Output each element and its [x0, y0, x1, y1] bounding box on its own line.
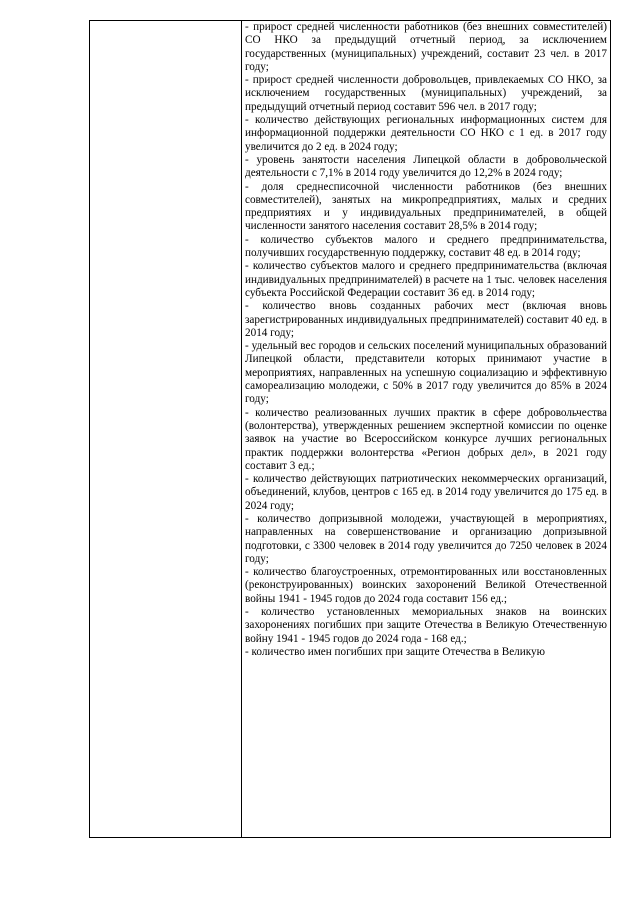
list-item: - количество допризывной молодежи, участвующей в мероприятиях, направленных на совершенствование и организацию допризывной подготовки, с 3300 человек в 2014 году увеличится до 7250 человек в 2024 году; [245, 512, 607, 565]
list-item: - прирост средней численности добровольцев, привлекаемых СО НКО, за исключением государственных (муниципальных) учреждений, за предыдущий отчетный период составит 596 чел. в 2017 году; [245, 74, 607, 113]
list-item: - количество благоустроенных, отремонтированных или восстановленных (реконструированных) воинских захоронений Великой Отечественной войны 1941 - 1945 годов до 2024 года составит 156 ед.; [245, 566, 607, 605]
list-item: - прирост средней численности работников (без внешних совместителей) СО НКО за предыдущий отчетный период, за исключением государственных (муниципальных) учреждений, составит 23 чел. в 2017 году; [245, 21, 607, 73]
list-item: - количество действующих региональных информационных систем для информационной поддержки деятельности СО НКО с 1 ед. в 2017 году увеличится до 2 ед. в 2024 году; [245, 114, 607, 153]
list-item: - доля среднесписочной численности работников (без внешних совместителей), занятых на микропредприятиях, малых и средних предприятиях и у индивидуальных предпринимателей, в общей численности занятого населения составит 28,5% в 2014 году; [245, 180, 607, 233]
list-item: - количество субъектов малого и среднего предпринимательства (включая индивидуальных предпринимателей) в расчете на 1 тыс. человек населения субъекта Российской Федерации составит 36 ед. в 2014 году; [245, 260, 607, 299]
list-item: - количество вновь созданных рабочих мест (включая вновь зарегистрированных индивидуальных предпринимателей) составит 40 ед. в 2014 году; [245, 300, 607, 339]
list-item: - количество установленных мемориальных знаков на воинских захоронениях погибших при защите Отечества в Великую Отечественную войну 1941 - 1945 годов до 2024 года - 168 ед.; [245, 606, 607, 645]
list-item: - количество субъектов малого и среднего предпринимательства, получивших государственную поддержку, составит 48 ед. в 2014 году; [245, 233, 607, 260]
list-item: - удельный вес городов и сельских поселений муниципальных образований Липецкой области, представители которых принимают участие в мероприятиях, направленных на успешную социализацию и эффективную самореализацию молодежи, с 50% в 2017 году увеличится до 85% в 2024 году; [245, 340, 607, 406]
list-item: - уровень занятости населения Липецкой области в добровольческой деятельности с 7,1% в 2014 году увеличится до 12,2% в 2024 году; [245, 153, 607, 180]
list-item: - количество реализованных лучших практик в сфере добровольчества (волонтерства), утвержденных решением экспертной комиссии по оценке заявок на участие во Всероссийском конкурсе лучших региональных практик поддержки волонтерства «Регион добрых дел», в 2021 году составит 3 ед.; [245, 406, 607, 472]
table-left-cell [90, 21, 242, 837]
list-item: - количество имен погибших при защите Отечества в Великую [245, 645, 545, 658]
list-item: - количество действующих патриотических некоммерческих организаций, объединений, клубов, центров с 165 ед. в 2014 году увеличится до 175 ед. в 2024 году; [245, 473, 607, 512]
indicators-table [89, 20, 611, 838]
table-right-cell [242, 21, 610, 837]
